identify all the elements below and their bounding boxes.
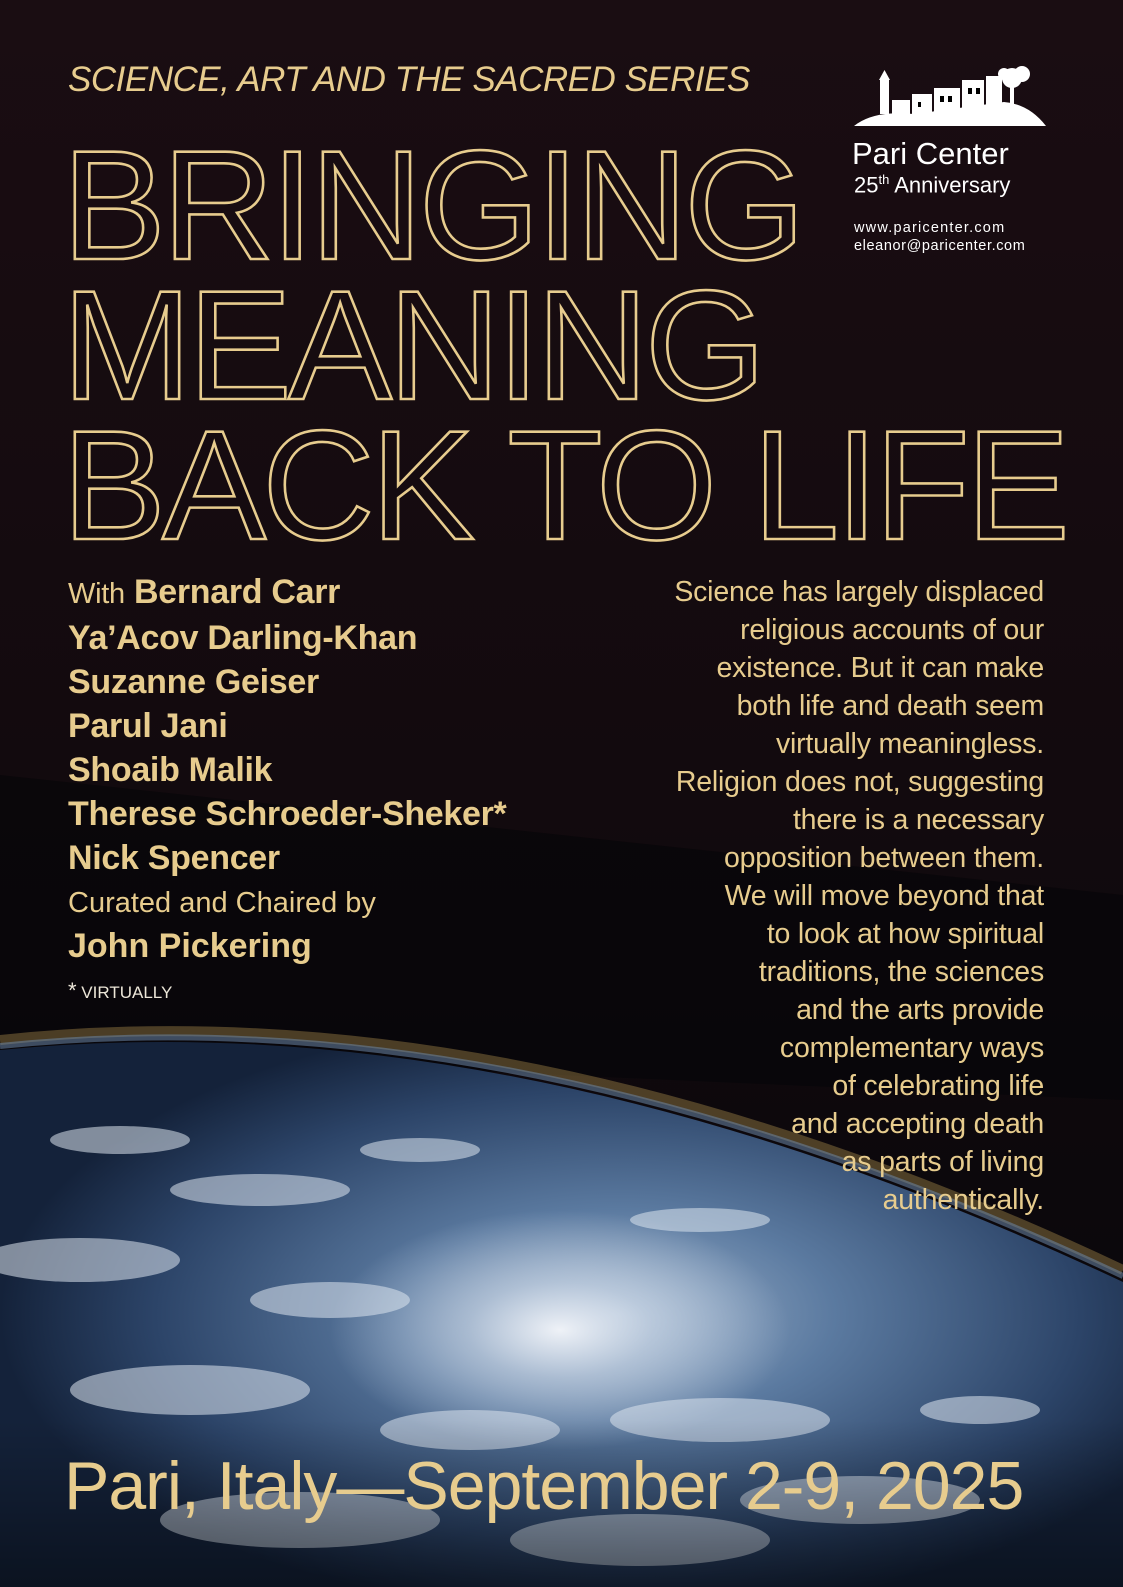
speaker-name: Shoaib Malik bbox=[68, 751, 273, 789]
title-line-1: BRINGING bbox=[62, 119, 802, 293]
footnote-text: VIRTUALLY bbox=[81, 983, 173, 1002]
speakers-list bbox=[68, 570, 507, 966]
description-line: religious accounts of our bbox=[740, 614, 1044, 646]
description-line: Religion does not, suggesting bbox=[675, 766, 1044, 798]
speaker-name: Bernard Carr bbox=[133, 573, 341, 611]
description-line: existence. But it can make bbox=[716, 652, 1044, 684]
description-line: We will move beyond that bbox=[724, 880, 1044, 912]
speaker-name: Ya’Acov Darling-Khan bbox=[68, 619, 418, 657]
website-link[interactable]: www.paricenter.com bbox=[854, 220, 1006, 236]
description bbox=[600, 573, 1044, 1219]
logo-name: Pari Center bbox=[852, 136, 1009, 171]
description-line: to look at how spiritual bbox=[766, 918, 1044, 950]
description-line: both life and death seem bbox=[736, 690, 1044, 722]
event-date-location: Pari, Italy—September 2-9, 2025 bbox=[64, 1448, 1024, 1524]
anniversary-suffix: th bbox=[878, 172, 890, 187]
speaker-name: Therese Schroeder-Sheker* bbox=[68, 795, 507, 833]
speaker-name: Parul Jani bbox=[68, 707, 228, 745]
description-line: traditions, the sciences bbox=[758, 956, 1044, 988]
description-line: complementary ways bbox=[779, 1032, 1044, 1064]
description-line: and the arts provide bbox=[796, 994, 1044, 1026]
email-link[interactable]: eleanor@paricenter.com bbox=[854, 238, 1026, 254]
anniversary-word: Anniversary bbox=[894, 172, 1011, 198]
description-line: virtually meaningless. bbox=[775, 728, 1044, 760]
description-line: as parts of living bbox=[841, 1146, 1044, 1178]
virtual-footnote bbox=[68, 978, 172, 1004]
description-line: opposition between them. bbox=[724, 842, 1044, 874]
speaker-name: Suzanne Geiser bbox=[68, 663, 319, 701]
with-label: With bbox=[68, 578, 125, 610]
speaker-line bbox=[68, 570, 507, 616]
description-line: authentically. bbox=[882, 1184, 1044, 1216]
hilltop-village-icon bbox=[854, 66, 1046, 128]
title-line-2: MEANING bbox=[62, 259, 763, 433]
description-line: and accepting death bbox=[791, 1108, 1044, 1140]
description-line: of celebrating life bbox=[832, 1070, 1044, 1102]
footnote-star: * bbox=[68, 978, 77, 1003]
description-line: Science has largely displaced bbox=[674, 576, 1044, 608]
title-line-3: BACK TO LIFE bbox=[62, 399, 1066, 573]
curator-name: John Pickering bbox=[68, 927, 312, 965]
description-line: there is a necessary bbox=[792, 804, 1044, 836]
anniversary-number: 25 bbox=[854, 172, 879, 198]
logo-anniversary bbox=[854, 172, 1010, 198]
curated-label: Curated and Chaired by bbox=[68, 887, 376, 919]
series-title: SCIENCE, ART AND THE SACRED SERIES bbox=[68, 60, 750, 99]
speaker-name: Nick Spencer bbox=[68, 839, 280, 877]
